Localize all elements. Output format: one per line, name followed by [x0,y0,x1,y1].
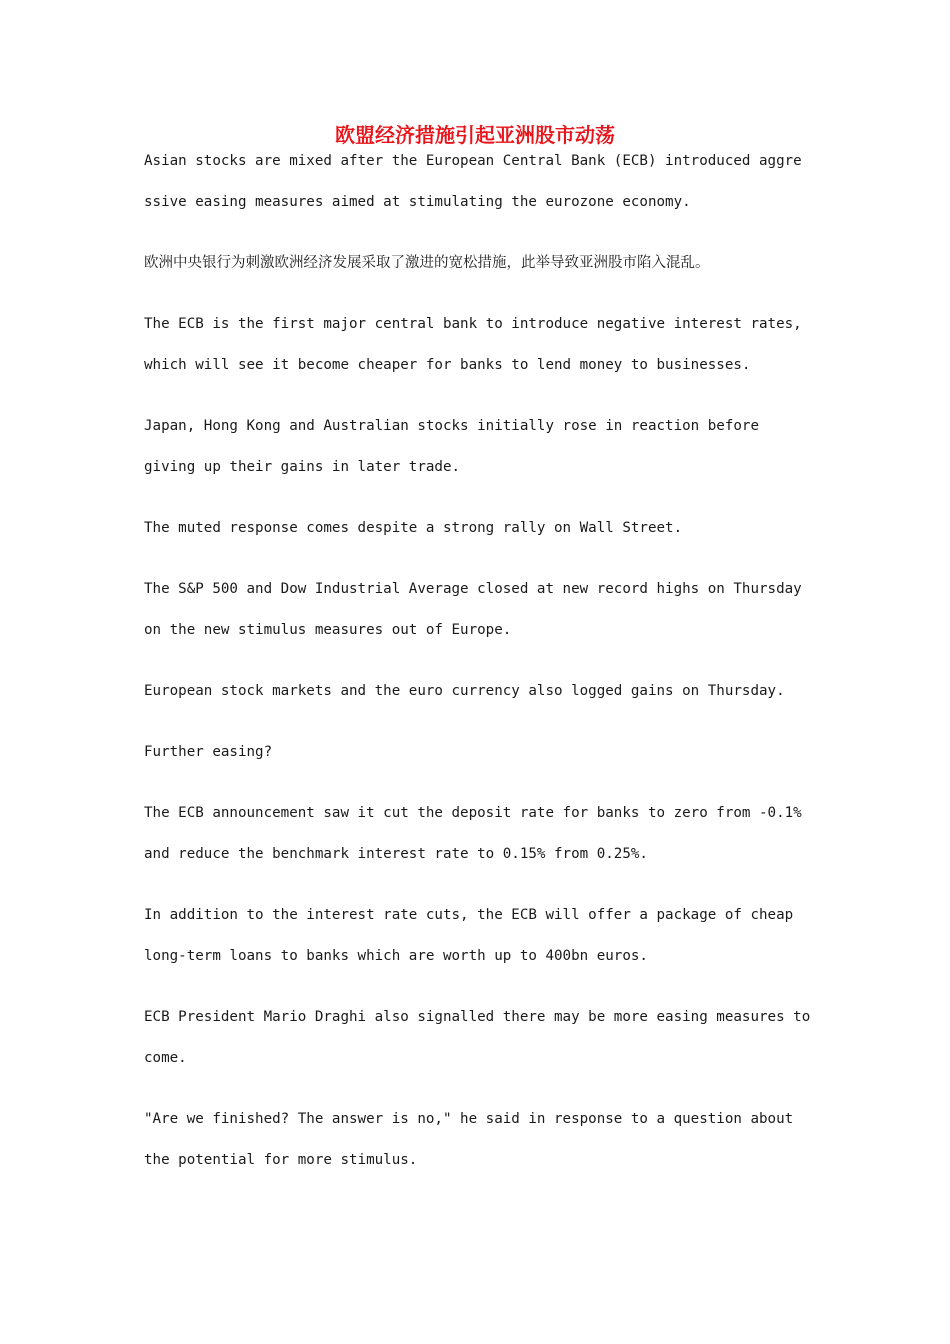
body-line: "Are we finished? The answer is no," he said in response to a question about [144,1111,794,1127]
body-line: ECB President Mario Draghi also signalled there may be more easing measures to [144,1009,811,1025]
body-line: long-term loans to banks which are worth up to 400bn euros. [144,948,648,964]
body-line-chinese: 欧洲中央银行为刺激欧洲经济发展采取了激进的宽松措施，此举导致亚洲股市陷入混乱。 [144,255,710,271]
body-line: In addition to the interest rate cuts, the ECB will offer a package of cheap [144,907,794,923]
body-line: The S&P 500 and Dow Industrial Average closed at new record highs on Thursday [144,581,802,597]
body-line: The ECB announcement saw it cut the deposit rate for banks to zero from -0.1% [144,805,802,821]
body-line: Asian stocks are mixed after the European Central Bank (ECB) introduced aggre [144,153,802,169]
body-line: ssive easing measures aimed at stimulating the eurozone economy. [144,194,691,210]
section-heading: Further easing? [144,744,273,760]
body-line: giving up their gains in later trade. [144,459,461,475]
body-line: which will see it become cheaper for banks to lend money to businesses. [144,357,751,373]
body-line: come. [144,1050,187,1066]
body-line: The muted response comes despite a strong rally on Wall Street. [144,520,683,536]
body-line: and reduce the benchmark interest rate to 0.15% from 0.25%. [144,846,648,862]
body-line: The ECB is the first major central bank to introduce negative interest rates, [144,316,802,332]
body-line: the potential for more stimulus. [144,1152,418,1168]
body-line: on the new stimulus measures out of Europe. [144,622,512,638]
document-title: 欧盟经济措施引起亚洲股市动荡 [335,123,615,147]
body-line: Japan, Hong Kong and Australian stocks initially rose in reaction before [144,418,759,434]
body-line: European stock markets and the euro currency also logged gains on Thursday. [144,683,785,699]
